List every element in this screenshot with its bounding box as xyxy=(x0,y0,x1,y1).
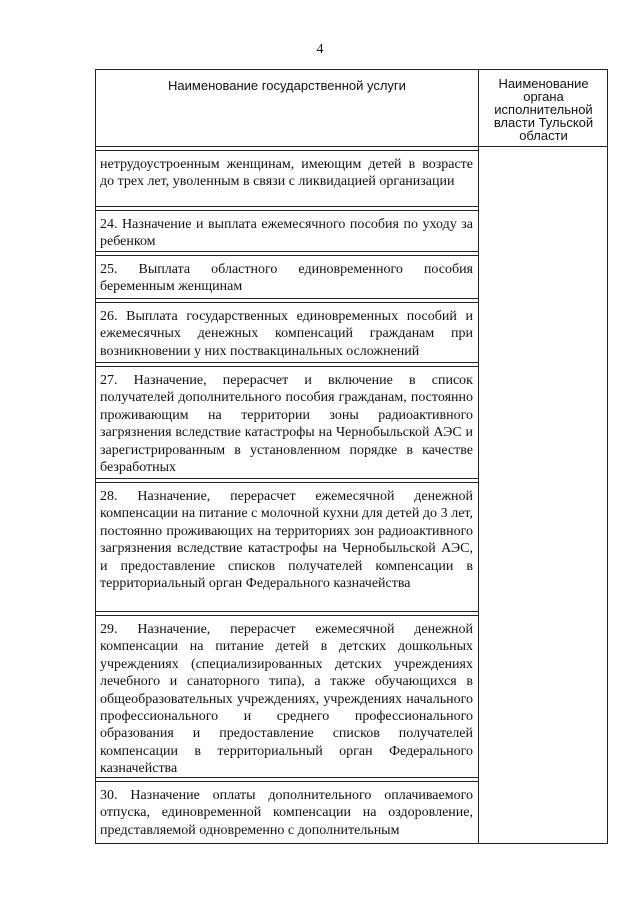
table-row xyxy=(96,366,478,479)
row-text: 29. Назначение, перерасчет ежемесячной денежной компенсации на питание детей в детских дошкольных учреждениях (специализированных детских учреждениях лечебного и санаторного типа), а также обучающихся в общеобразовательных учреждениях, учреждениях начального профессионального и среднего профессионального образования и предоставление списков получателей компенсации в территориальный орган Федерального казначейства xyxy=(100,622,473,777)
row-text: 27. Назначение, перерасчет и включение в список получателей дополнительного пособия гражданам, постоянно проживающим на территории зоны радиоактивного загрязнения вследствие катастрофы на Чернобыльской АЭС и зарегистрированным в установленном порядке в качестве безработных xyxy=(100,373,473,476)
table-row xyxy=(96,255,478,299)
header-organ-column: Наименование органа исполнительной власти Тульской области xyxy=(493,76,594,143)
table-row xyxy=(96,150,478,207)
header-rule xyxy=(96,146,478,147)
row-text: 26. Выплата государственных единовременных пособий и ежемесячных денежных компенсаций гражданам при возникновении у них поствакцинальных осложнений xyxy=(100,309,473,359)
row-text: нетрудоустроенным женщинам, имеющим детей в возрасте до трех лет, уволенным в связи с ликвидацией организации xyxy=(100,157,473,190)
table-row xyxy=(96,615,478,778)
row-text: 30. Назначение оплаты дополнительного оплачиваемого отпуска, единовременной компенсации на оздоровление, представляемой одновременно с дополнительным xyxy=(100,788,473,838)
row-text: 25. Выплата областного единовременного пособия беременным женщинам xyxy=(100,262,473,295)
table-row xyxy=(96,302,478,363)
page-number: 4 xyxy=(316,42,324,57)
row-text: 24. Назначение и выплата ежемесячного пособия по уходу за ребенком xyxy=(100,217,473,250)
table-row xyxy=(96,210,478,252)
header-service-column: Наименование государственной услуги xyxy=(168,78,406,93)
services-table xyxy=(95,69,608,844)
table-row xyxy=(96,482,478,612)
column-divider xyxy=(478,70,479,843)
row-text: 28. Назначение, перерасчет ежемесячной денежной компенсации на питание с молочной кухни для детей до 3 лет, постоянно проживающих на территориях зон радиоактивного загрязнения вследствие катастрофы на Чернобыльской АЭС, и предоставление списков получателей компенсации в территориальный орган Федерального казначейства xyxy=(100,489,473,592)
table-row xyxy=(96,781,478,844)
header-rule-right xyxy=(479,146,608,147)
